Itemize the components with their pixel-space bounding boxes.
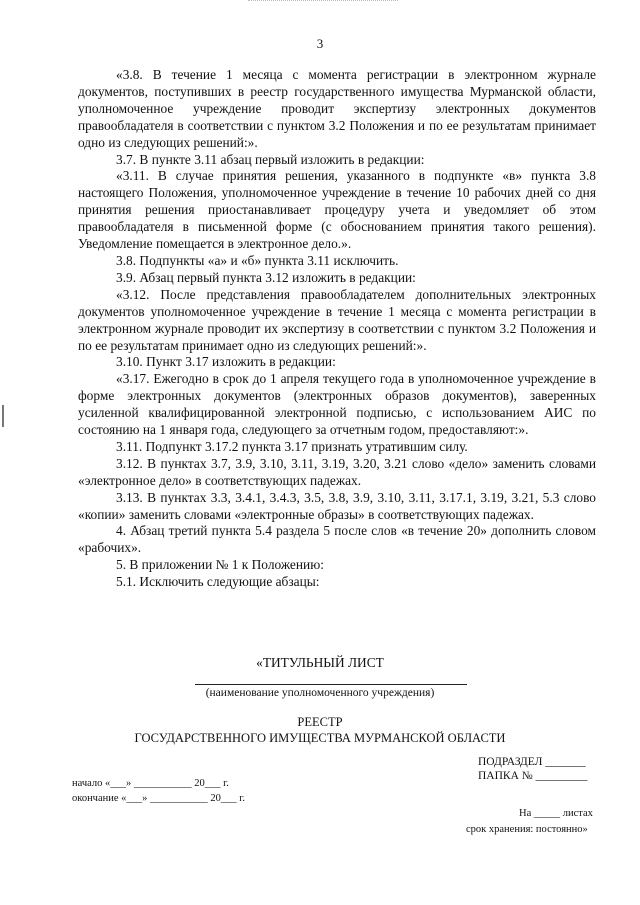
registry-title: РЕЕСТР xyxy=(297,715,343,729)
paragraph-3-12-quote: «3.12. После представления правообладателем дополнительных электронных документов уполномоченное учреждение в течение 1 месяца с момента регистрации в электронном журнале проводит их экспертизу в соответствии с пунктом 3.2 Положения и по ее результатам принимает одно из следующих решений:». xyxy=(78,286,596,353)
title-page-heading: «ТИТУЛЬНЫЙ ЛИСТ xyxy=(256,655,384,670)
paragraph-3-9: 3.9. Абзац первый пункта 3.12 изложить в редакции: xyxy=(116,269,416,285)
top-edge-marks xyxy=(248,0,398,4)
folder-field: ПАПКА № _________ xyxy=(478,770,588,782)
institution-name-line xyxy=(195,684,467,685)
paragraph-3-8: 3.8. Подпункты «а» и «б» пункта 3.11 исключить. xyxy=(116,252,399,268)
subsection-field: ПОДРАЗДЕЛ _______ xyxy=(478,756,586,768)
document-body xyxy=(78,67,596,591)
sheets-count-field: На _____ листах xyxy=(519,808,593,819)
paragraph-3-11-quote: «3.11. В случае принятия решения, указанного в подпункте «в» пункта 3.8 настоящего Положения, уполномоченное учреждение в течение 10 рабочих дней со дня принятия решения приостанавливает процедуру учета и уведомляет об этом правообладателя в письменной форме (с обоснованием принятия такого решения). Уведомление помещается в электронное дело.». xyxy=(78,168,596,252)
paragraph-3-17-quote: «3.17. Ежегодно в срок до 1 апреля текущего года в уполномоченное учреждение в форме электронных документов (электронных образов документов), заверенных усиленной квалифицированной электронной подписью, с использованием АИС по состоянию на 1 января года, следующего за отчетным годом, предоставляют:». xyxy=(78,371,596,438)
margin-mark xyxy=(2,405,4,427)
end-date-field: окончание «___» ___________ 20___ г. xyxy=(72,793,246,804)
start-date-field: начало «___» ___________ 20___ г. xyxy=(72,778,229,789)
paragraph-5: 5. В приложении № 1 к Положению: xyxy=(116,557,324,573)
paragraph-3-13: 3.13. В пунктах 3.3, 3.4.1, 3.4.3, 3.5, 3.8, 3.9, 3.10, 3.11, 3.17.1, 3.19, 3.21, 5.3 слово «копии» заменить словами «электронные образы» в соответствующих падежах. xyxy=(78,489,596,522)
paragraph-3-7: 3.7. В пункте 3.11 абзац первый изложить в редакции: xyxy=(116,151,425,167)
paragraph-3-12: 3.12. В пунктах 3.7, 3.9, 3.10, 3.11, 3.19, 3.20, 3.21 слово «дело» заменить словами «электронное дело» в соответствующих падежах. xyxy=(78,455,596,488)
paragraph-5-1: 5.1. Исключить следующие абзацы: xyxy=(116,574,320,590)
paragraph-3-10: 3.10. Пункт 3.17 изложить в редакции: xyxy=(116,354,336,370)
institution-caption: (наименование уполномоченного учреждения) xyxy=(205,687,435,699)
page-number: 3 xyxy=(316,36,324,51)
paragraph-4: 4. Абзац третий пункта 5.4 раздела 5 после слов «в течение 20» дополнить словом «рабочих». xyxy=(78,523,596,556)
paragraph-3-11: 3.11. Подпункт 3.17.2 пункта 3.17 признать утратившим силу. xyxy=(116,438,468,454)
paragraph-3-8-quote: «3.8. В течение 1 месяца с момента регистрации в электронном журнале документов, поступивших в реестр государственного имущества Мурманской области, уполномоченное учреждение проводит экспертизу электронных документов правообладателя в соответствии с пунктом 3.2 Положения и по ее результатам принимает одно из следующих решений:». xyxy=(78,67,596,150)
registry-subtitle: ГОСУДАРСТВЕННОГО ИМУЩЕСТВА МУРМАНСКОЙ ОБЛАСТИ xyxy=(134,731,506,745)
storage-period: срок хранения: постоянно» xyxy=(466,824,588,835)
